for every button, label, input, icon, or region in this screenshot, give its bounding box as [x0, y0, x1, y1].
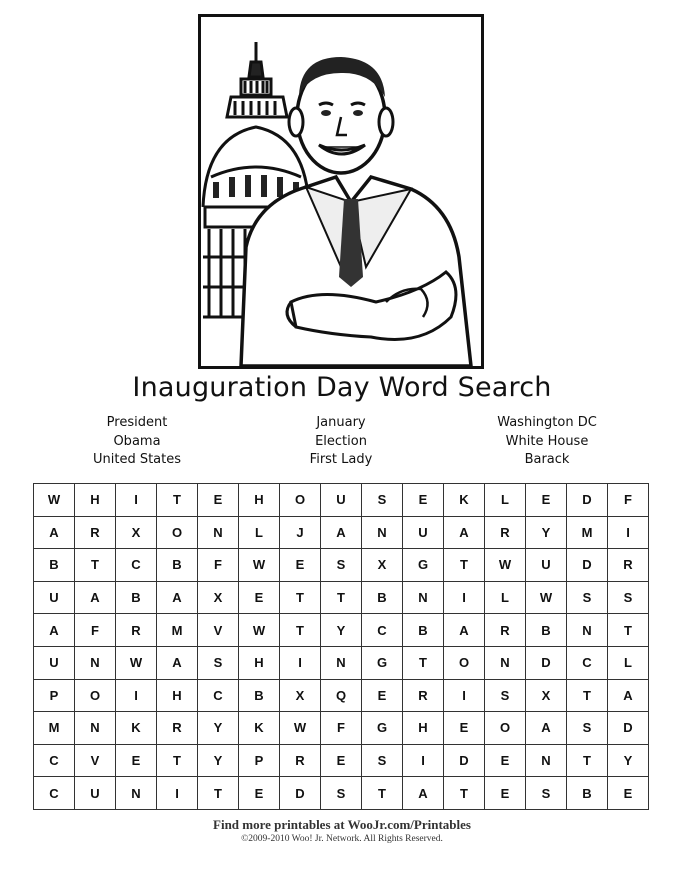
grid-cell[interactable]: O — [157, 517, 198, 550]
grid-cell[interactable]: B — [362, 582, 403, 615]
grid-cell[interactable]: I — [444, 680, 485, 713]
grid-cell[interactable]: C — [362, 614, 403, 647]
grid-cell[interactable]: A — [526, 712, 567, 745]
grid-cell[interactable]: A — [444, 517, 485, 550]
grid-cell[interactable]: N — [116, 777, 157, 810]
word-list-item: First Lady — [309, 452, 373, 467]
grid-cell[interactable]: K — [239, 712, 280, 745]
grid-cell[interactable]: L — [485, 484, 526, 517]
grid-cell[interactable]: S — [485, 680, 526, 713]
grid-cell[interactable]: M — [34, 712, 75, 745]
grid-cell[interactable]: U — [403, 517, 444, 550]
grid-cell[interactable]: I — [116, 484, 157, 517]
grid-cell[interactable]: D — [567, 549, 608, 582]
grid-cell[interactable]: M — [567, 517, 608, 550]
grid-cell[interactable]: P — [34, 680, 75, 713]
grid-cell[interactable]: E — [198, 484, 239, 517]
grid-cell[interactable]: N — [198, 517, 239, 550]
grid-cell[interactable]: W — [116, 647, 157, 680]
word-list-item: President — [106, 415, 168, 430]
grid-cell[interactable]: I — [280, 647, 321, 680]
page-title: Inauguration Day Word Search — [132, 372, 552, 403]
grid-cell[interactable]: O — [485, 712, 526, 745]
grid-cell[interactable]: F — [321, 712, 362, 745]
grid-cell[interactable]: B — [239, 680, 280, 713]
grid-cell[interactable]: S — [608, 582, 649, 615]
grid-cell[interactable]: S — [198, 647, 239, 680]
grid-cell[interactable]: W — [485, 549, 526, 582]
grid-cell[interactable]: W — [34, 484, 75, 517]
grid-cell[interactable]: I — [444, 582, 485, 615]
grid-cell[interactable]: H — [239, 647, 280, 680]
grid-cell[interactable]: T — [403, 647, 444, 680]
grid-cell[interactable]: R — [75, 517, 116, 550]
grid-cell[interactable]: U — [34, 647, 75, 680]
grid-cell[interactable]: I — [157, 777, 198, 810]
grid-cell[interactable]: E — [321, 745, 362, 778]
grid-cell[interactable]: E — [116, 745, 157, 778]
grid-cell[interactable]: B — [567, 777, 608, 810]
grid-cell[interactable]: W — [280, 712, 321, 745]
president-capitol-drawing — [201, 17, 481, 366]
word-list-item: Barack — [524, 452, 570, 467]
grid-cell[interactable]: Y — [198, 745, 239, 778]
grid-cell[interactable]: D — [608, 712, 649, 745]
grid-cell[interactable]: A — [75, 582, 116, 615]
grid-cell[interactable]: Q — [321, 680, 362, 713]
grid-cell[interactable]: R — [485, 517, 526, 550]
grid-cell[interactable]: Y — [608, 745, 649, 778]
footer-link-text: Find more printables at WooJr.com/Printables — [213, 817, 471, 832]
grid-cell[interactable]: O — [75, 680, 116, 713]
grid-cell[interactable]: Y — [526, 517, 567, 550]
grid-cell[interactable]: U — [75, 777, 116, 810]
grid-cell[interactable]: R — [157, 712, 198, 745]
word-list-item: Obama — [113, 433, 161, 449]
grid-cell[interactable]: D — [567, 484, 608, 517]
grid-cell[interactable]: T — [567, 680, 608, 713]
grid-cell[interactable]: T — [362, 777, 403, 810]
word-list-item: United States — [92, 452, 182, 467]
grid-cell[interactable]: R — [280, 745, 321, 778]
grid-cell[interactable]: W — [526, 582, 567, 615]
grid-cell[interactable]: N — [321, 647, 362, 680]
grid-cell[interactable]: B — [157, 549, 198, 582]
grid-cell[interactable]: W — [239, 614, 280, 647]
grid-cell[interactable]: N — [362, 517, 403, 550]
grid-cell[interactable]: T — [608, 614, 649, 647]
grid-cell[interactable]: T — [444, 549, 485, 582]
grid-cell[interactable]: A — [321, 517, 362, 550]
grid-cell[interactable]: E — [444, 712, 485, 745]
word-list-item: Election — [315, 433, 367, 449]
grid-cell[interactable]: A — [157, 582, 198, 615]
grid-cell[interactable]: C — [34, 745, 75, 778]
grid-cell[interactable]: K — [116, 712, 157, 745]
grid-cell[interactable]: L — [485, 582, 526, 615]
grid-cell[interactable]: C — [567, 647, 608, 680]
grid-cell[interactable]: S — [567, 582, 608, 615]
grid-cell[interactable]: O — [444, 647, 485, 680]
grid-cell[interactable]: U — [321, 484, 362, 517]
grid-cell[interactable]: D — [280, 777, 321, 810]
grid-cell[interactable]: G — [403, 549, 444, 582]
grid-cell[interactable]: T — [280, 614, 321, 647]
footer-copyright: ©2009-2010 Woo! Jr. Network. All Rights Reserved. — [241, 834, 443, 844]
grid-cell[interactable]: I — [608, 517, 649, 550]
grid-cell[interactable]: C — [198, 680, 239, 713]
grid-cell[interactable]: X — [526, 680, 567, 713]
grid-cell[interactable]: U — [34, 582, 75, 615]
grid-cell[interactable]: H — [239, 484, 280, 517]
grid-cell[interactable]: E — [362, 680, 403, 713]
grid-cell[interactable]: N — [567, 614, 608, 647]
grid-cell[interactable]: A — [403, 777, 444, 810]
grid-cell[interactable]: X — [116, 517, 157, 550]
word-list-column-3 — [447, 414, 647, 470]
grid-cell[interactable]: K — [444, 484, 485, 517]
grid-cell[interactable]: S — [567, 712, 608, 745]
grid-cell[interactable]: A — [444, 614, 485, 647]
grid-cell[interactable]: B — [526, 614, 567, 647]
grid-cell[interactable]: E — [239, 777, 280, 810]
grid-cell[interactable]: B — [403, 614, 444, 647]
grid-cell[interactable]: L — [239, 517, 280, 550]
grid-cell[interactable]: X — [198, 582, 239, 615]
grid-cell[interactable]: I — [403, 745, 444, 778]
grid-cell[interactable]: A — [157, 647, 198, 680]
grid-cell[interactable]: O — [280, 484, 321, 517]
grid-cell[interactable]: J — [280, 517, 321, 550]
grid-cell[interactable]: I — [116, 680, 157, 713]
grid-cell[interactable]: B — [116, 582, 157, 615]
portrait-illustration — [198, 14, 484, 369]
grid-cell[interactable]: T — [567, 745, 608, 778]
grid-cell[interactable]: H — [75, 484, 116, 517]
grid-cell[interactable]: T — [321, 582, 362, 615]
word-list-column-1 — [37, 414, 237, 470]
grid-cell[interactable]: Y — [321, 614, 362, 647]
grid-cell[interactable]: P — [239, 745, 280, 778]
grid-cell[interactable]: E — [239, 582, 280, 615]
grid-cell[interactable]: R — [608, 549, 649, 582]
word-list-item: Washington DC — [497, 415, 597, 430]
grid-cell[interactable]: A — [34, 517, 75, 550]
grid-cell[interactable]: E — [403, 484, 444, 517]
word-list-item: January — [316, 415, 366, 430]
word-list-item: White House — [505, 433, 589, 449]
grid-cell[interactable]: G — [362, 712, 403, 745]
grid-cell[interactable]: S — [321, 549, 362, 582]
grid-cell[interactable]: L — [608, 647, 649, 680]
grid-cell[interactable]: X — [280, 680, 321, 713]
grid-cell[interactable]: R — [403, 680, 444, 713]
grid-cell[interactable]: T — [280, 582, 321, 615]
word-search-grid — [33, 483, 649, 810]
grid-cell[interactable]: R — [485, 614, 526, 647]
grid-cell[interactable]: S — [526, 777, 567, 810]
grid-cell[interactable]: T — [75, 549, 116, 582]
grid-cell[interactable]: E — [485, 777, 526, 810]
grid-cell[interactable]: V — [75, 745, 116, 778]
grid-cell[interactable]: C — [34, 777, 75, 810]
grid-cell[interactable]: T — [444, 777, 485, 810]
grid-cell[interactable]: T — [157, 484, 198, 517]
grid-cell[interactable]: M — [157, 614, 198, 647]
grid-cell[interactable]: W — [239, 549, 280, 582]
grid-cell[interactable]: E — [280, 549, 321, 582]
grid-cell[interactable]: B — [34, 549, 75, 582]
grid-cell[interactable]: N — [485, 647, 526, 680]
grid-cell[interactable]: S — [321, 777, 362, 810]
word-list-column-2 — [241, 414, 441, 470]
grid-cell[interactable]: D — [444, 745, 485, 778]
grid-cell[interactable]: H — [157, 680, 198, 713]
grid-cell[interactable]: D — [526, 647, 567, 680]
grid-cell[interactable]: G — [362, 647, 403, 680]
grid-cell[interactable]: A — [34, 614, 75, 647]
grid-cell[interactable]: S — [362, 745, 403, 778]
grid-cell[interactable]: E — [608, 777, 649, 810]
grid-cell[interactable]: X — [362, 549, 403, 582]
grid-cell[interactable]: F — [608, 484, 649, 517]
grid-cell[interactable]: T — [198, 777, 239, 810]
grid-cell[interactable]: H — [403, 712, 444, 745]
grid-cell[interactable]: N — [75, 647, 116, 680]
grid-cell[interactable]: E — [485, 745, 526, 778]
grid-cell[interactable]: F — [198, 549, 239, 582]
grid-cell[interactable]: R — [116, 614, 157, 647]
grid-cell[interactable]: F — [75, 614, 116, 647]
grid-cell[interactable]: E — [526, 484, 567, 517]
grid-cell[interactable]: N — [75, 712, 116, 745]
grid-cell[interactable]: C — [116, 549, 157, 582]
grid-cell[interactable]: V — [198, 614, 239, 647]
grid-cell[interactable]: Y — [198, 712, 239, 745]
grid-cell[interactable]: A — [608, 680, 649, 713]
grid-cell[interactable]: N — [526, 745, 567, 778]
grid-cell[interactable]: N — [403, 582, 444, 615]
grid-cell[interactable]: U — [526, 549, 567, 582]
grid-cell[interactable]: S — [362, 484, 403, 517]
grid-cell[interactable]: T — [157, 745, 198, 778]
